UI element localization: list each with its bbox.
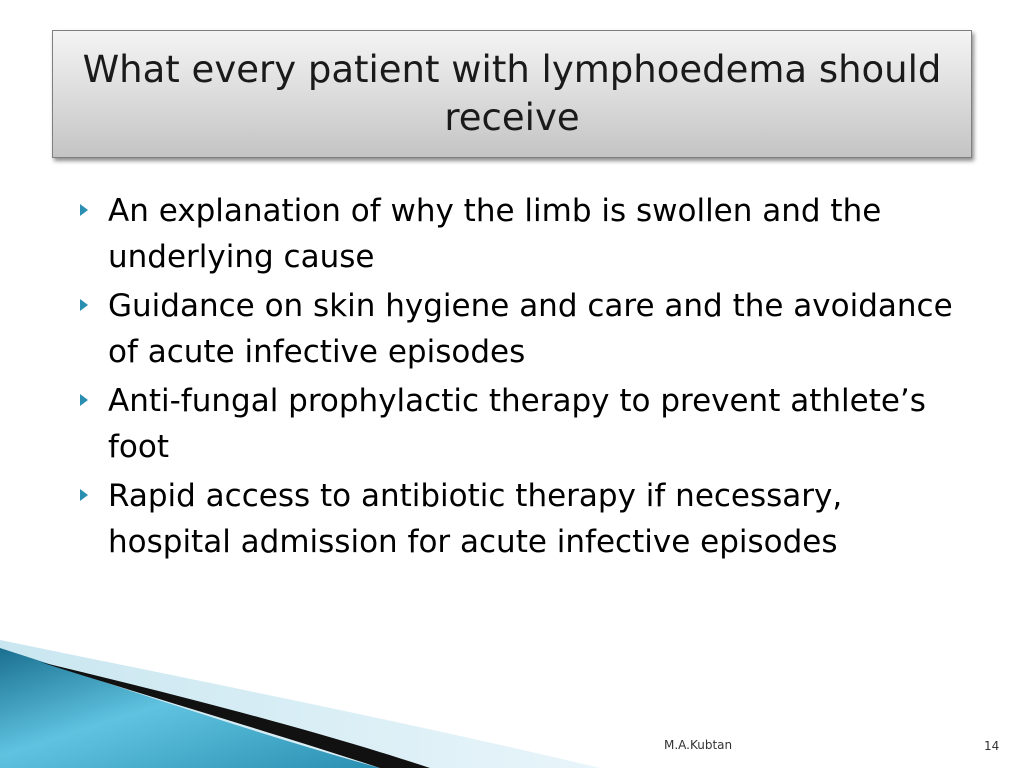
bullet-text: An explanation of why the limb is swollen and the underlying cause [108,193,882,275]
arrow-right-icon [80,299,88,311]
decorative-swoosh [0,640,700,768]
title-box [52,30,972,158]
arrow-right-icon [80,394,88,406]
bullet-item [76,283,956,375]
bullet-item [76,378,956,470]
bullet-item [76,188,956,280]
bullet-item [76,473,956,565]
arrow-right-icon [80,204,88,216]
footer-author: M.A.Kubtan [664,738,733,752]
bullet-text: Guidance on skin hygiene and care and the avoidance of acute infective episodes [108,288,953,370]
page-number: 14 [984,739,1000,753]
arrow-right-icon [80,489,88,501]
slide-title: What every patient with lymphoedema should receive [82,48,942,139]
bullet-text: Anti-fungal prophylactic therapy to prevent athlete’s foot [108,383,926,465]
bullet-text: Rapid access to antibiotic therapy if necessary, hospital admission for acute infective episodes [108,478,843,560]
bullet-list [76,188,956,568]
